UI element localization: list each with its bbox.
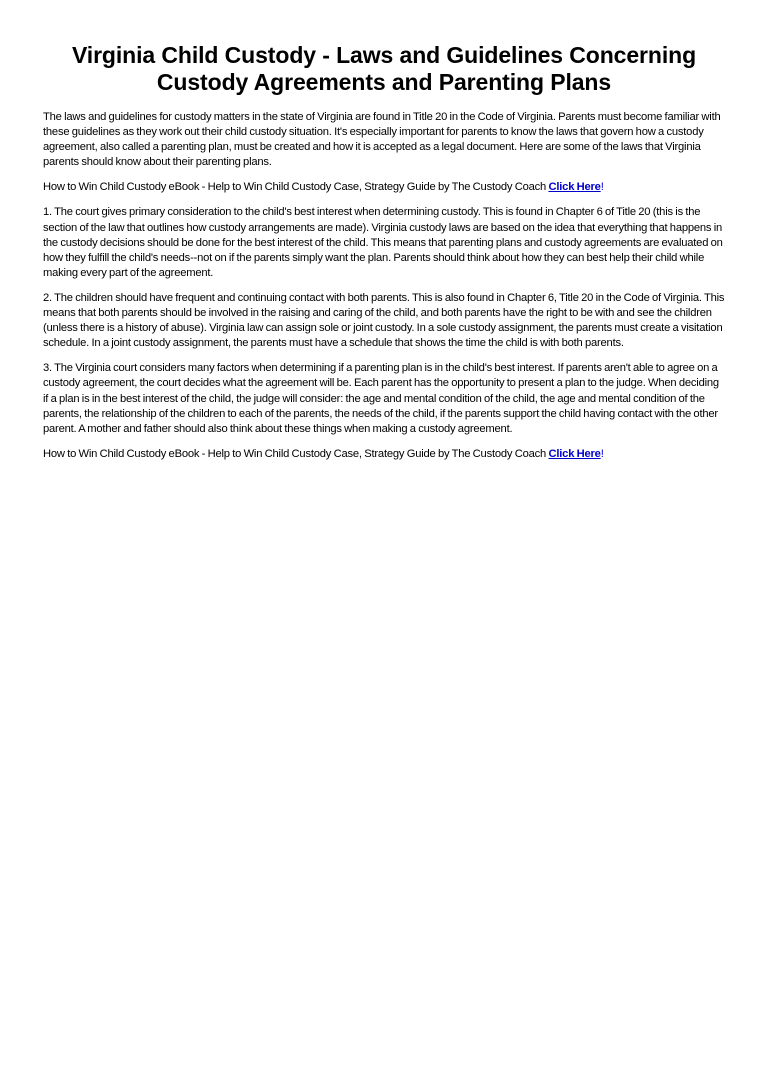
click-here-link[interactable]: Click Here xyxy=(548,447,601,460)
intro-paragraph: The laws and guidelines for custody matters in the state of Virginia are found in Title 20 in the Code of Virginia. Parents must become familiar with these guidelines as they work out their child custody situation. It's especially important for parents to know the laws that govern how a custody agreement, also called a parenting plan, must be created and how it is accepted as a legal document. Here are some of the laws that Virginia parents should know about their parenting plans. xyxy=(43,111,721,169)
link-suffix: ! xyxy=(600,447,604,460)
point-paragraph-1: 1. The court gives primary consideration to the child's best interest when determining custody. This is found in Chapter 6 of Title 20 (this is the section of the law that outlines how custody arrangements are made). Virginia custody laws are based on the idea that everything that happens in the custody decisions should be done for the best interest of the child. This means that parenting plans and custody agreements are evaluated on how they fulfill the child's needs--not on if the parents simply want the plan. Parents should think about how they can best help their child while making every part of the agreement. xyxy=(43,206,723,279)
point-paragraph-3: 3. The Virginia court considers many factors when determining if a parenting plan is in the child's best interest. If parents aren't able to agree on a custody agreement, the court decides what the agreement will be. Each parent has the opportunity to present a plan to the judge. When deciding if a plan is in the best interest of the child, the judge will consider: the age and mental condition of the child, the age and mental condition of the parents, the relationship of the children to each of the parents, the needs of the child, if the parents support the child having contact with the other parent. A mother and father should also think about these things when making a custody agreement. xyxy=(43,362,719,435)
document-title: Virginia Child Custody - Laws and Guidelines Concerning Custody Agreements and Parenting Plans xyxy=(71,42,697,95)
promo-text: How to Win Child Custody eBook - Help to Win Child Custody Case, Strategy Guide by The Custody Coach xyxy=(43,181,547,194)
document-page xyxy=(43,42,725,472)
promo-text: How to Win Child Custody eBook - Help to Win Child Custody Case, Strategy Guide by The Custody Coach xyxy=(43,447,547,460)
click-here-link[interactable]: Click Here xyxy=(548,181,601,194)
promo-line-top xyxy=(43,180,725,195)
promo-line-bottom xyxy=(43,447,725,462)
point-paragraph-2: 2. The children should have frequent and continuing contact with both parents. This is also found in Chapter 6, Title 20 in the Code of Virginia. This means that both parents should be involved in the raising and caring of the child, and both parents have the right to be with and see the children (unless there is a history of abuse). Virginia law can assign sole or joint custody. In a sole custody assignment, the parents must create a visitation schedule. In a joint custody assignment, the parents must have a schedule that shows the time the child is with both parents. xyxy=(43,291,725,350)
link-suffix: ! xyxy=(600,181,604,194)
